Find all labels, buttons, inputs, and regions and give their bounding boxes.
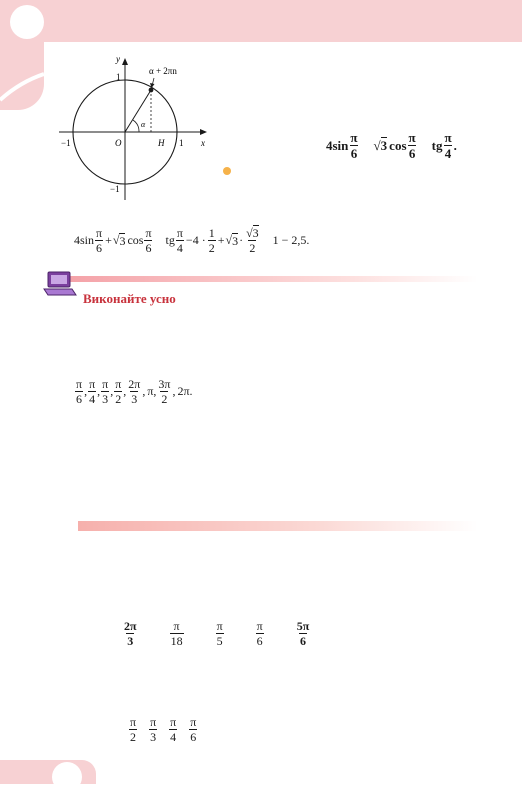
x-axis [59,129,207,135]
numerator: π [96,226,103,240]
angle-arc [133,120,139,132]
numerator: √3 [246,226,259,240]
point-label: α + 2πn [149,66,177,76]
denominator: 6 [145,241,152,255]
fraction-pi-6 [256,620,264,647]
denominator: 3 [131,392,138,406]
numerator: π [102,377,109,391]
denominator: 4 [176,241,183,255]
numerator: π [190,715,197,729]
numerator: 1 [208,226,215,240]
denominator: 3 [150,730,157,744]
sin-term: 4sin [326,137,349,153]
angle-row-2 [128,716,198,743]
section-title: Виконайте усно [83,291,176,306]
numerator: π [115,377,122,391]
x-pos-one-label: 1 [179,138,184,148]
numerator: π [150,715,157,729]
fraction-pi-6-cos [144,227,152,254]
solution-line [74,227,309,254]
sin-term: 4sin [74,233,95,247]
page-number-circle [52,762,82,792]
fraction-2pi-3 [123,620,138,647]
denominator: 2 [208,241,215,255]
plus-sign: + [217,233,225,247]
separator-bar [78,521,478,531]
fraction-2pi-3 [127,378,141,405]
fraction-pi-4 [88,378,96,405]
denominator: 3 [102,392,109,406]
tg-term: tg [431,137,443,153]
numerator: π [76,377,83,391]
denominator: 2 [249,241,256,255]
numerator: 3π [158,377,171,391]
numerator: π [216,619,223,633]
sqrt-radicand: 3 [380,138,388,153]
page-tab-circle [10,5,44,39]
two-pi-value: 2π. [177,384,193,398]
section-stripe [60,276,478,282]
fraction-pi-6 [349,131,358,160]
numerator: 5π [296,619,310,633]
fraction-sqrt3-2 [245,227,260,254]
angle-row-1 [122,620,311,647]
denominator: 6 [299,634,306,648]
minus-four: −4 · [185,233,206,247]
denominator: 18 [170,634,183,648]
numerator: 2π [124,619,137,633]
unit-circle-figure [55,52,215,202]
top-decor-band [0,0,522,42]
angle-point [149,88,154,93]
fraction-5pi-6 [296,620,311,647]
origin-label: O [115,138,122,148]
fraction-pi-2 [114,378,122,405]
numerator: π [176,226,183,240]
denominator: 4 [444,146,452,161]
sqrt-sign: √ [373,137,381,153]
fraction-pi-2 [129,716,137,743]
numerator: π [444,130,452,145]
fraction-1-2 [208,227,216,254]
laptop-icon [42,270,78,298]
fraction-pi-6-cos [408,131,417,160]
comma: , [142,384,146,398]
numerator: π [130,715,137,729]
numerator: π [350,130,358,145]
end-period: . [453,137,457,153]
fraction-pi-5 [216,620,224,647]
numerator: π [408,130,416,145]
denominator: 6 [350,146,358,161]
fraction-pi-4 [176,227,184,254]
sqrt-radicand: 3 [232,233,239,248]
sqrt-sign: √ [225,233,233,247]
numerator: π [256,619,263,633]
y-neg-one-label: −1 [110,184,120,194]
denominator: 4 [170,730,177,744]
sqrt-radicand: 3 [119,233,126,248]
fraction-pi-3 [101,378,109,405]
comma: , [123,384,127,398]
pi-value: π, [147,384,157,398]
cos-term: cos [389,137,407,153]
denominator: 3 [127,634,134,648]
task-expression [326,131,457,160]
denominator: 2 [161,392,168,406]
denominator: 5 [216,634,223,648]
x-axis-label: x [201,138,205,148]
comma: , [84,384,88,398]
plus-sign: + [105,233,112,247]
denominator: 6 [76,392,83,406]
numerator: π [89,377,96,391]
y-axis-label: y [116,54,120,64]
numerator: π [170,715,177,729]
denominator: 6 [408,146,416,161]
denominator: 6 [96,241,103,255]
fraction-pi-6 [75,378,83,405]
tg-term: tg [165,233,175,247]
numerator: π [173,619,180,633]
result-tail: 1 − 2,5. [272,233,310,247]
corner-sheen [0,72,46,102]
angle-label: α [141,120,146,129]
comma: , [110,384,114,398]
denominator: 2 [130,730,137,744]
sqrt-sign: √ [112,233,120,247]
fraction-pi-18 [170,620,184,647]
angles-list [74,378,193,405]
cos-term: cos [127,233,144,247]
foot-label: H [158,138,165,148]
comma: , [97,384,101,398]
denominator: 6 [256,634,263,648]
fraction-pi-4 [169,716,177,743]
fraction-pi-6 [95,227,103,254]
comma: , [172,384,176,398]
denominator: 4 [89,392,96,406]
bullet-dot [223,167,231,175]
denominator: 2 [115,392,122,406]
denominator: 6 [190,730,197,744]
fraction-pi-4 [443,131,452,160]
sqrt-radicand: 3 [252,226,259,240]
y-pos-one-label: 1 [116,72,121,82]
fraction-3pi-2 [157,378,171,405]
numerator: π [145,226,152,240]
x-neg-one-label: −1 [61,138,71,148]
fraction-pi-3 [149,716,157,743]
dot-sign: · [239,233,244,247]
fraction-pi-6 [189,716,197,743]
numerator: 2π [128,377,141,391]
